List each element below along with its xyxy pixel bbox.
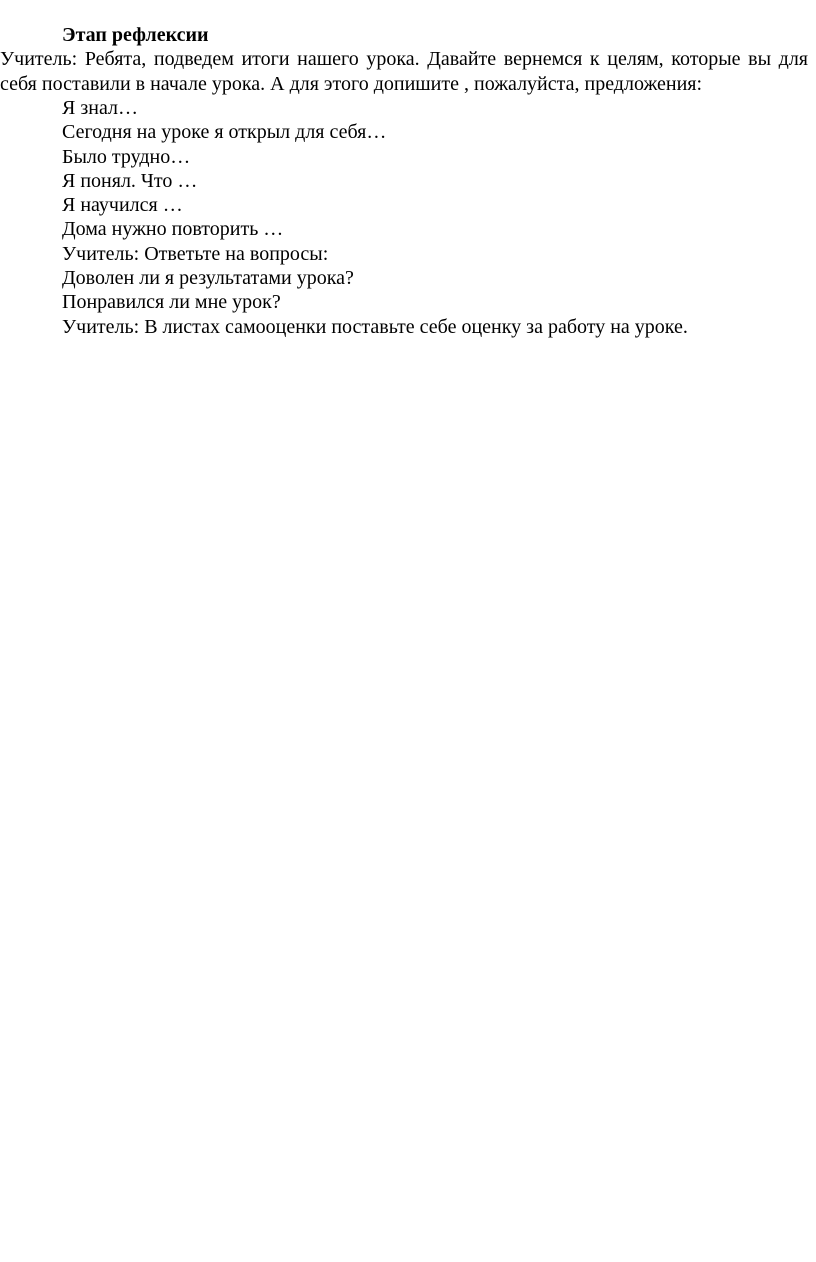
reflection-line: Дома нужно повторить … bbox=[62, 218, 284, 241]
reflection-line: Доволен ли я результатами урока? bbox=[62, 267, 354, 290]
teacher-intro-paragraph: Учитель: Ребята, подведем итоги нашего урока. Давайте вернемся к целям, которые вы для себя поставили в начале урока. А для этого допишите , пожалуйста, предложения: bbox=[0, 48, 808, 95]
reflection-lines bbox=[0, 96, 810, 339]
reflection-line: Понравился ли мне урок? bbox=[62, 291, 281, 314]
reflection-line: Я понял. Что … bbox=[62, 169, 198, 192]
reflection-line: Сегодня на уроке я открыл для себя… bbox=[62, 121, 387, 144]
section-heading: Этап рефлексии bbox=[62, 24, 209, 46]
reflection-line: Я научился … bbox=[62, 194, 183, 217]
document-page bbox=[0, 23, 810, 339]
reflection-line: Учитель: Ответьте на вопросы: bbox=[62, 242, 329, 265]
reflection-line: Учитель: В листах самооценки поставьте себе оценку за работу на уроке. bbox=[62, 315, 688, 338]
reflection-line: Я знал… bbox=[62, 97, 138, 119]
reflection-line: Было трудно… bbox=[62, 145, 191, 168]
